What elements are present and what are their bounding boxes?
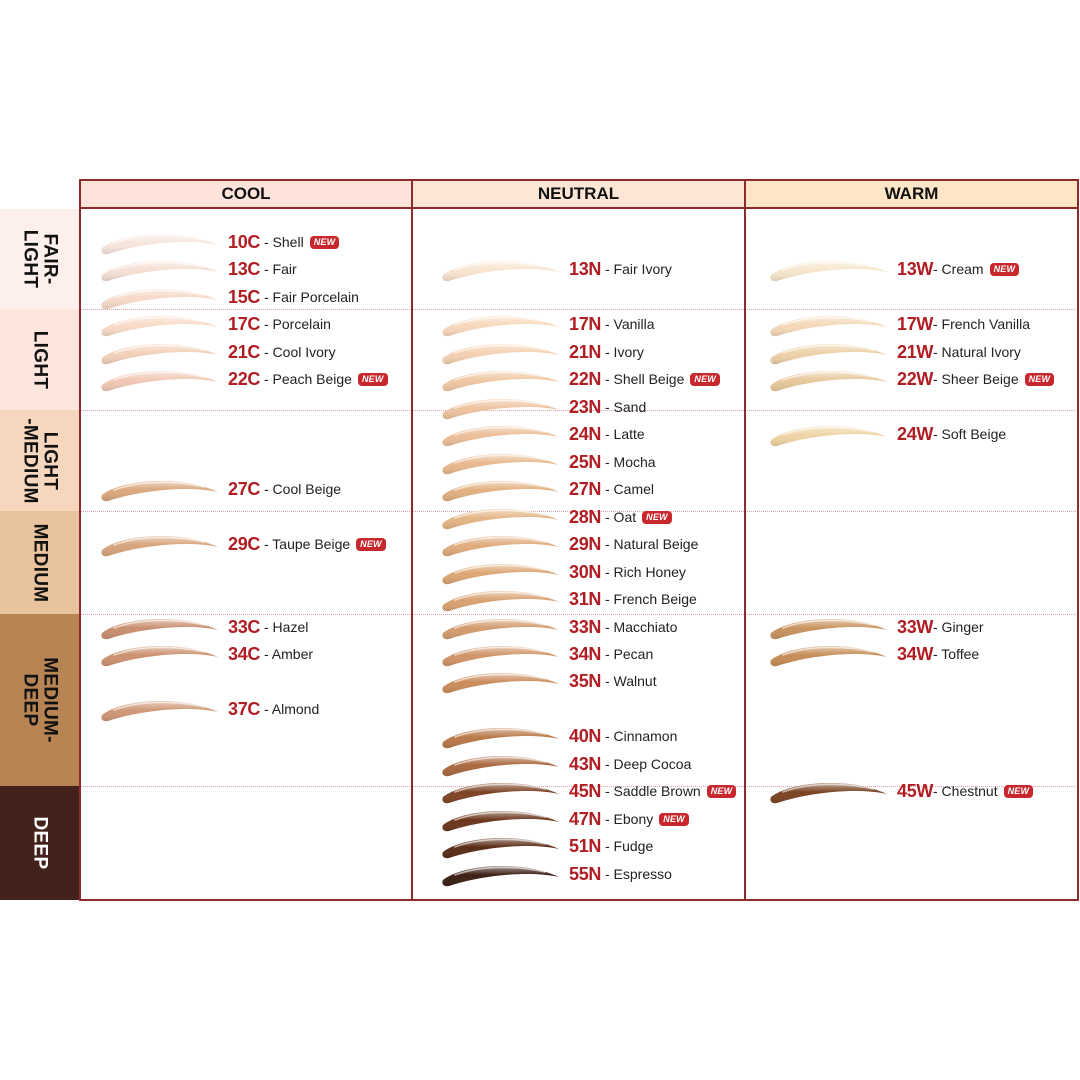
shade-swatch [441,310,563,338]
shade-name: - Hazel [264,619,309,635]
shade-name: - Sand [605,399,647,415]
shade-swatch [769,613,891,641]
shade-code: 21N [569,342,602,362]
shade-code: 10C [228,232,261,252]
band-medium [0,511,79,614]
shade-swatch [441,667,563,695]
new-badge: NEW [707,785,737,798]
band-label: MEDIUM [29,523,51,602]
shade-name: - Shell Beige NEW [605,369,720,389]
shade-name: - Cool Ivory [264,344,336,360]
new-badge: NEW [690,373,720,386]
shade-name: - Fudge [605,838,654,854]
grid-line [79,207,1079,209]
shade-name: - Taupe Beige NEW [264,534,386,554]
shade-code: 55N [569,864,602,884]
shade-code: 24W [897,424,934,444]
shade-swatch [441,448,563,476]
shade-code: 15C [228,287,261,307]
shade-code: 43N [569,754,602,774]
shade-code: 34N [569,644,602,664]
new-badge: NEW [642,511,672,524]
band-light-medium [0,410,79,511]
shade-swatch [441,585,563,613]
shade-code: 30N [569,562,602,582]
shade-40n [441,722,741,750]
shade-name: - Cream NEW [933,259,1019,279]
band-light [0,309,79,410]
shade-swatch [100,695,222,723]
shade-code: 17W [897,314,934,334]
new-badge: NEW [358,373,388,386]
shade-code: 21W [897,342,934,362]
shade-43n [441,750,741,778]
shade-code: 47N [569,809,602,829]
shade-code: 13C [228,259,261,279]
grid-line [79,179,81,901]
shade-swatch [769,310,891,338]
shade-swatch [769,338,891,366]
shade-name: - Natural Ivory [933,344,1021,360]
shade-swatch [100,338,222,366]
shade-name: - Fair Ivory [605,261,672,277]
shade-code: 13W [897,259,934,279]
shade-34c [100,640,400,668]
shade-27n [441,475,741,503]
new-badge: NEW [1004,785,1034,798]
shade-28n [441,503,741,531]
shade-23n [441,393,741,421]
grid-line [744,179,746,901]
shade-29n [441,530,741,558]
shade-34w [769,640,1069,668]
shade-code: 29N [569,534,602,554]
shade-name: - Ginger [933,619,984,635]
shade-name: - Espresso [605,866,672,882]
shade-code: 22C [228,369,261,389]
shade-47n [441,805,741,833]
new-badge: NEW [310,236,340,249]
shade-swatch [441,805,563,833]
shade-name: - Fair [264,261,297,277]
shade-name: - Camel [605,481,655,497]
shade-swatch [769,365,891,393]
band-label: LIGHT [29,330,51,389]
new-badge: NEW [990,263,1020,276]
shade-code: 21C [228,342,261,362]
shade-35n [441,667,741,695]
shade-swatch [769,420,891,448]
shade-name: - Ebony NEW [605,809,689,829]
shade-code: 33C [228,617,261,637]
shade-code: 17N [569,314,602,334]
grid-line [79,899,1079,901]
shade-29c [100,530,400,558]
shade-37c [100,695,400,723]
shade-swatch [100,310,222,338]
shade-name: - French Beige [605,591,697,607]
shade-name: - French Vanilla [933,316,1031,332]
shade-swatch [100,613,222,641]
shade-swatch [441,777,563,805]
shade-name: - Cinnamon [605,728,678,744]
shade-17c [100,310,400,338]
shade-code: 28N [569,507,602,527]
band-medium-deep [0,614,79,786]
shade-code: 51N [569,836,602,856]
shade-code: 34W [897,644,934,664]
shade-swatch [769,640,891,668]
column-header-warm: WARM [744,179,1079,207]
shade-code: 17C [228,314,261,334]
shade-swatch [100,255,222,283]
shade-name: - Almond [264,701,320,717]
shade-17n [441,310,741,338]
shade-code: 33N [569,617,602,637]
shade-33c [100,613,400,641]
shade-swatch [441,420,563,448]
shade-swatch [441,475,563,503]
shade-51n [441,832,741,860]
shade-13w [769,255,1069,283]
shade-22w [769,365,1069,393]
band-label: LIGHT -MEDIUM [19,417,61,504]
shade-34n [441,640,741,668]
shade-code: 25N [569,452,602,472]
shade-name: - Porcelain [264,316,331,332]
shade-name: - Sheer Beige NEW [933,369,1054,389]
band-label: MEDIUM- DEEP [19,657,61,743]
band-deep [0,786,79,900]
grid-line [1077,179,1079,901]
shade-name: - Cool Beige [264,481,342,497]
shade-swatch [100,640,222,668]
shade-swatch [100,283,222,311]
shade-code: 22W [897,369,934,389]
shade-33w [769,613,1069,641]
shade-swatch [441,613,563,641]
shade-code: 40N [569,726,602,746]
shade-swatch [441,722,563,750]
shade-name: - Oat NEW [605,507,672,527]
shade-code: 24N [569,424,602,444]
shade-name: - Pecan [605,646,654,662]
shade-name: - Ivory [605,344,644,360]
shade-swatch [441,558,563,586]
shade-24w [769,420,1069,448]
shade-swatch [441,750,563,778]
shade-name: - Mocha [605,454,656,470]
shade-13c [100,255,400,283]
shade-code: 33W [897,617,934,637]
shade-name: - Amber [264,646,314,662]
shade-swatch [769,777,891,805]
shade-code: 31N [569,589,602,609]
shade-21w [769,338,1069,366]
shade-21n [441,338,741,366]
shade-swatch [100,228,222,256]
shade-24n [441,420,741,448]
band-label: FAIR- LIGHT [19,229,61,289]
shade-swatch [441,338,563,366]
shade-swatch [441,393,563,421]
shade-15c [100,283,400,311]
shade-swatch [100,530,222,558]
shade-45n [441,777,741,805]
shade-swatch [441,503,563,531]
shade-21c [100,338,400,366]
shade-25n [441,448,741,476]
shade-name: - Vanilla [605,316,655,332]
grid-line [411,179,413,901]
shade-code: 45N [569,781,602,801]
shade-code: 29C [228,534,261,554]
shade-swatch [441,832,563,860]
shade-33n [441,613,741,641]
shade-30n [441,558,741,586]
shade-code: 45W [897,781,934,801]
shade-name: - Rich Honey [605,564,686,580]
shade-name: - Walnut [605,673,657,689]
shade-code: 35N [569,671,602,691]
shade-22c [100,365,400,393]
shade-code: 13N [569,259,602,279]
shade-45w [769,777,1069,805]
new-badge: NEW [659,813,689,826]
shade-name: - Shell NEW [264,232,339,252]
shade-13n [441,255,741,283]
shade-name: - Natural Beige [605,536,699,552]
column-header-cool: COOL [79,179,413,207]
band-label: DEEP [29,816,51,870]
shade-swatch [100,475,222,503]
shade-name: - Peach Beige NEW [264,369,388,389]
shade-55n [441,860,741,888]
shade-27c [100,475,400,503]
shade-swatch [441,860,563,888]
shade-name: - Deep Cocoa [605,756,692,772]
shade-swatch [441,640,563,668]
new-badge: NEW [356,538,386,551]
shade-name: - Latte [605,426,645,442]
shade-name: - Saddle Brown NEW [605,781,736,801]
shade-swatch [769,255,891,283]
shade-swatch [441,365,563,393]
column-header-neutral: NEUTRAL [411,179,746,207]
shade-name: - Soft Beige [933,426,1007,442]
shade-code: 27C [228,479,261,499]
shade-name: - Chestnut NEW [933,781,1033,801]
shade-17w [769,310,1069,338]
new-badge: NEW [1025,373,1055,386]
shade-name: - Macchiato [605,619,678,635]
shade-code: 27N [569,479,602,499]
shade-code: 34C [228,644,261,664]
band-fair-light [0,209,79,309]
shade-swatch [441,255,563,283]
shade-31n [441,585,741,613]
shade-swatch [100,365,222,393]
shade-swatch [441,530,563,558]
shade-22n [441,365,741,393]
shade-code: 22N [569,369,602,389]
shade-name: - Fair Porcelain [264,289,359,305]
shade-10c [100,228,400,256]
shade-code: 23N [569,397,602,417]
shade-name: - Toffee [933,646,980,662]
shade-code: 37C [228,699,261,719]
